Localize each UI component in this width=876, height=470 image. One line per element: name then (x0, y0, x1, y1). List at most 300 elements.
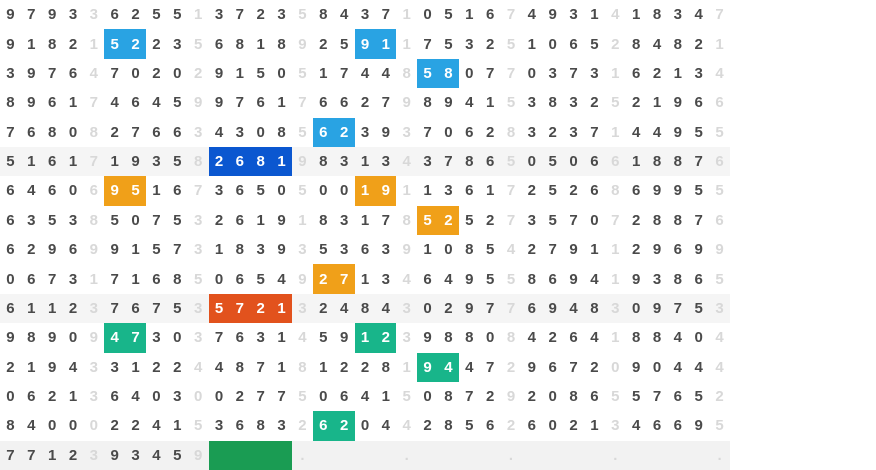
grid-cell[interactable]: 4 (375, 411, 396, 440)
grid-cell[interactable]: 1 (396, 0, 417, 29)
grid-cell[interactable]: 1 (417, 235, 438, 264)
grid-cell[interactable]: 4 (563, 294, 584, 323)
grid-cell[interactable]: 9 (709, 235, 730, 264)
grid-cell[interactable]: 5 (480, 235, 501, 264)
grid-cell[interactable]: 5 (313, 323, 334, 352)
grid-cell[interactable]: 6 (563, 29, 584, 58)
grid-cell[interactable]: 2 (688, 29, 709, 58)
grid-cell[interactable]: 7 (42, 59, 63, 88)
grid-cell[interactable]: 1 (626, 0, 647, 29)
grid-cell[interactable]: 0 (584, 206, 605, 235)
grid-cell[interactable]: 5 (104, 29, 125, 58)
grid-cell[interactable]: 7 (501, 206, 522, 235)
grid-cell[interactable]: 3 (83, 441, 104, 470)
grid-cell[interactable]: 9 (42, 353, 63, 382)
grid-cell[interactable]: 9 (563, 264, 584, 293)
grid-cell[interactable]: 6 (313, 411, 334, 440)
grid-cell[interactable]: 6 (42, 88, 63, 117)
grid-cell[interactable]: 3 (334, 235, 355, 264)
grid-cell[interactable]: 6 (42, 176, 63, 205)
grid-cell[interactable]: 7 (375, 88, 396, 117)
grid-cell[interactable]: 6 (459, 176, 480, 205)
grid-cell[interactable]: 4 (375, 294, 396, 323)
grid-cell[interactable]: 5 (125, 176, 146, 205)
grid-cell[interactable]: 6 (146, 264, 167, 293)
grid-cell[interactable]: 0 (209, 382, 230, 411)
grid-cell[interactable]: 2 (501, 353, 522, 382)
grid-cell[interactable]: 6 (229, 176, 250, 205)
grid-cell[interactable]: 7 (42, 264, 63, 293)
grid-cell[interactable]: 3 (542, 59, 563, 88)
grid-cell[interactable]: 0 (521, 59, 542, 88)
grid-cell[interactable]: 7 (584, 118, 605, 147)
grid-cell[interactable]: 7 (167, 235, 188, 264)
grid-cell[interactable]: 2 (313, 294, 334, 323)
grid-cell[interactable]: 9 (125, 147, 146, 176)
grid-cell[interactable]: 6 (459, 118, 480, 147)
grid-cell[interactable]: 2 (229, 382, 250, 411)
grid-cell[interactable] (459, 441, 480, 470)
grid-cell[interactable]: 9 (0, 323, 21, 352)
grid-cell[interactable]: 8 (292, 353, 313, 382)
grid-cell[interactable]: 3 (355, 0, 376, 29)
grid-cell[interactable]: 5 (626, 382, 647, 411)
grid-cell[interactable]: 1 (396, 176, 417, 205)
grid-cell[interactable]: 6 (667, 382, 688, 411)
grid-cell[interactable]: 3 (396, 323, 417, 352)
grid-cell[interactable]: 4 (667, 323, 688, 352)
grid-cell[interactable]: 4 (647, 118, 668, 147)
grid-cell[interactable]: 1 (584, 0, 605, 29)
grid-cell[interactable]: 6 (563, 323, 584, 352)
grid-cell[interactable]: 2 (355, 88, 376, 117)
grid-cell[interactable]: 3 (521, 88, 542, 117)
grid-cell[interactable]: 9 (688, 235, 709, 264)
grid-cell[interactable]: 3 (438, 176, 459, 205)
grid-cell[interactable]: 2 (125, 411, 146, 440)
grid-cell[interactable]: 7 (563, 59, 584, 88)
grid-cell[interactable]: 6 (334, 382, 355, 411)
grid-cell[interactable]: 1 (605, 118, 626, 147)
grid-cell[interactable]: 3 (375, 235, 396, 264)
grid-cell[interactable]: 7 (501, 294, 522, 323)
grid-cell[interactable]: 2 (438, 294, 459, 323)
grid-cell[interactable]: 7 (688, 147, 709, 176)
grid-cell[interactable]: 1 (313, 353, 334, 382)
grid-cell[interactable]: 1 (229, 59, 250, 88)
grid-cell[interactable]: 6 (63, 235, 84, 264)
grid-cell[interactable]: 8 (667, 264, 688, 293)
grid-cell[interactable]: 1 (83, 29, 104, 58)
grid-cell[interactable]: 0 (125, 59, 146, 88)
grid-cell[interactable]: 2 (104, 411, 125, 440)
grid-cell[interactable]: 5 (167, 206, 188, 235)
grid-cell[interactable]: 7 (146, 206, 167, 235)
grid-cell[interactable]: 9 (292, 264, 313, 293)
grid-cell[interactable]: 2 (626, 235, 647, 264)
grid-cell[interactable]: 6 (229, 264, 250, 293)
grid-cell[interactable]: 5 (584, 29, 605, 58)
grid-cell[interactable]: 9 (396, 88, 417, 117)
grid-cell[interactable]: 3 (188, 323, 209, 352)
grid-cell[interactable]: 1 (271, 294, 292, 323)
grid-cell[interactable]: 7 (459, 382, 480, 411)
grid-cell[interactable]: 4 (521, 0, 542, 29)
grid-cell[interactable]: 8 (188, 147, 209, 176)
grid-cell[interactable]: 8 (438, 323, 459, 352)
grid-cell[interactable]: 8 (626, 323, 647, 352)
grid-cell[interactable]: 2 (188, 59, 209, 88)
grid-cell[interactable]: 3 (167, 29, 188, 58)
grid-cell[interactable]: 4 (104, 88, 125, 117)
grid-cell[interactable]: 6 (21, 264, 42, 293)
grid-cell[interactable]: 8 (542, 88, 563, 117)
grid-cell[interactable]: 2 (521, 176, 542, 205)
grid-cell[interactable]: 3 (521, 206, 542, 235)
grid-cell[interactable]: 9 (355, 29, 376, 58)
grid-cell[interactable]: 9 (271, 235, 292, 264)
grid-cell[interactable]: 2 (563, 176, 584, 205)
grid-cell[interactable]: 3 (125, 441, 146, 470)
grid-cell[interactable]: 4 (63, 353, 84, 382)
grid-cell[interactable]: 1 (125, 264, 146, 293)
grid-cell[interactable]: 5 (709, 118, 730, 147)
grid-cell[interactable]: 3 (605, 294, 626, 323)
grid-cell[interactable]: 7 (104, 294, 125, 323)
grid-cell[interactable]: 4 (688, 353, 709, 382)
grid-cell[interactable]: 0 (271, 59, 292, 88)
grid-cell[interactable]: 7 (438, 147, 459, 176)
grid-cell[interactable]: 6 (605, 147, 626, 176)
grid-cell[interactable]: 7 (334, 59, 355, 88)
grid-cell[interactable]: 5 (459, 206, 480, 235)
grid-cell[interactable]: 1 (21, 294, 42, 323)
grid-cell[interactable]: 8 (355, 294, 376, 323)
grid-cell[interactable]: 9 (188, 441, 209, 470)
grid-cell[interactable]: 2 (355, 353, 376, 382)
grid-cell[interactable]: 3 (146, 323, 167, 352)
grid-cell[interactable]: 6 (63, 59, 84, 88)
grid-cell[interactable]: 1 (667, 59, 688, 88)
grid-cell[interactable]: 5 (104, 206, 125, 235)
grid-cell[interactable]: 7 (188, 176, 209, 205)
grid-cell[interactable]: 7 (375, 206, 396, 235)
grid-cell[interactable]: 5 (542, 206, 563, 235)
grid-cell[interactable]: 4 (21, 176, 42, 205)
grid-cell[interactable]: 1 (605, 235, 626, 264)
grid-cell[interactable]: 0 (438, 235, 459, 264)
grid-cell[interactable]: 9 (21, 88, 42, 117)
grid-cell[interactable]: 4 (688, 0, 709, 29)
grid-cell[interactable] (209, 441, 230, 470)
grid-cell[interactable]: 6 (250, 88, 271, 117)
grid-cell[interactable]: 5 (480, 264, 501, 293)
grid-cell[interactable]: 0 (521, 147, 542, 176)
grid-cell[interactable] (375, 441, 396, 470)
grid-cell[interactable]: 9 (563, 235, 584, 264)
grid-cell[interactable]: 3 (396, 294, 417, 323)
grid-cell[interactable]: 3 (21, 206, 42, 235)
grid-cell[interactable]: 2 (626, 88, 647, 117)
grid-cell[interactable]: 5 (0, 147, 21, 176)
grid-cell[interactable]: 9 (459, 264, 480, 293)
grid-cell[interactable]: 1 (396, 29, 417, 58)
grid-cell[interactable]: 3 (209, 176, 230, 205)
grid-cell[interactable]: 5 (313, 235, 334, 264)
grid-cell[interactable]: 1 (355, 323, 376, 352)
grid-cell[interactable]: 9 (667, 176, 688, 205)
grid-cell[interactable]: 5 (292, 118, 313, 147)
grid-cell[interactable]: 7 (21, 0, 42, 29)
grid-cell[interactable]: 7 (104, 59, 125, 88)
grid-cell[interactable]: 1 (125, 235, 146, 264)
grid-cell[interactable]: 0 (63, 176, 84, 205)
grid-cell[interactable]: 3 (647, 264, 668, 293)
grid-cell[interactable]: 5 (292, 382, 313, 411)
grid-cell[interactable]: 6 (104, 0, 125, 29)
grid-cell[interactable]: 5 (688, 118, 709, 147)
grid-cell[interactable]: 7 (229, 294, 250, 323)
grid-cell[interactable]: 1 (271, 323, 292, 352)
grid-cell[interactable]: 5 (501, 147, 522, 176)
grid-cell[interactable]: 0 (334, 176, 355, 205)
grid-cell[interactable]: 7 (375, 0, 396, 29)
grid-cell[interactable]: 1 (459, 0, 480, 29)
grid-cell[interactable]: 6 (688, 264, 709, 293)
grid-cell[interactable]: 3 (417, 147, 438, 176)
grid-cell[interactable]: 8 (21, 323, 42, 352)
grid-cell[interactable]: 4 (626, 411, 647, 440)
grid-cell[interactable]: 3 (584, 59, 605, 88)
grid-cell[interactable] (334, 441, 355, 470)
grid-cell[interactable]: 1 (42, 294, 63, 323)
grid-cell[interactable]: 5 (501, 29, 522, 58)
grid-cell[interactable]: 9 (375, 118, 396, 147)
grid-cell[interactable]: 2 (334, 353, 355, 382)
grid-cell[interactable]: 6 (209, 29, 230, 58)
grid-cell[interactable]: 3 (605, 411, 626, 440)
grid-cell[interactable]: 9 (292, 29, 313, 58)
grid-cell[interactable]: 6 (229, 323, 250, 352)
grid-cell[interactable]: 4 (334, 0, 355, 29)
grid-cell[interactable]: 2 (501, 411, 522, 440)
grid-cell[interactable]: 8 (229, 353, 250, 382)
grid-cell[interactable] (626, 441, 647, 470)
grid-cell[interactable]: 5 (501, 88, 522, 117)
grid-cell[interactable]: 9 (209, 88, 230, 117)
grid-cell[interactable]: 1 (626, 147, 647, 176)
grid-cell[interactable]: 3 (250, 235, 271, 264)
grid-cell[interactable]: 8 (667, 29, 688, 58)
grid-cell[interactable]: 3 (188, 235, 209, 264)
grid-cell[interactable]: 4 (709, 59, 730, 88)
grid-cell[interactable] (229, 441, 250, 470)
grid-cell[interactable]: 1 (605, 323, 626, 352)
grid-cell[interactable]: 3 (271, 0, 292, 29)
grid-cell[interactable]: 5 (396, 382, 417, 411)
grid-cell[interactable]: 8 (438, 59, 459, 88)
grid-cell[interactable] (417, 441, 438, 470)
grid-cell[interactable]: 3 (188, 206, 209, 235)
grid-cell[interactable]: . (605, 441, 626, 470)
grid-cell[interactable]: 1 (480, 176, 501, 205)
grid-cell[interactable]: 6 (313, 118, 334, 147)
grid-cell[interactable] (563, 441, 584, 470)
grid-cell[interactable]: 0 (542, 382, 563, 411)
grid-cell[interactable]: 2 (334, 411, 355, 440)
grid-cell[interactable]: 8 (83, 206, 104, 235)
grid-cell[interactable]: 9 (42, 323, 63, 352)
grid-cell[interactable]: 9 (417, 323, 438, 352)
grid-cell[interactable]: 0 (647, 353, 668, 382)
grid-cell[interactable]: 9 (21, 59, 42, 88)
grid-cell[interactable] (313, 441, 334, 470)
grid-cell[interactable]: 4 (396, 411, 417, 440)
grid-cell[interactable]: 7 (229, 88, 250, 117)
grid-cell[interactable]: 4 (355, 382, 376, 411)
grid-cell[interactable]: 8 (313, 0, 334, 29)
grid-cell[interactable]: 3 (563, 88, 584, 117)
grid-cell[interactable]: 2 (146, 353, 167, 382)
grid-cell[interactable]: 0 (271, 176, 292, 205)
grid-cell[interactable]: 5 (292, 0, 313, 29)
grid-cell[interactable]: 3 (355, 118, 376, 147)
grid-cell[interactable]: 0 (63, 323, 84, 352)
grid-cell[interactable]: 9 (626, 353, 647, 382)
grid-cell[interactable]: 4 (146, 88, 167, 117)
grid-cell[interactable]: 6 (313, 88, 334, 117)
grid-cell[interactable]: 3 (63, 0, 84, 29)
grid-cell[interactable]: 4 (209, 353, 230, 382)
grid-cell[interactable]: 5 (209, 294, 230, 323)
grid-cell[interactable] (250, 441, 271, 470)
grid-cell[interactable]: 0 (563, 147, 584, 176)
grid-cell[interactable]: 9 (104, 176, 125, 205)
grid-cell[interactable]: 6 (125, 88, 146, 117)
grid-cell[interactable]: 1 (63, 88, 84, 117)
grid-cell[interactable]: 9 (542, 294, 563, 323)
grid-cell[interactable]: 5 (167, 88, 188, 117)
grid-cell[interactable]: 3 (209, 411, 230, 440)
grid-cell[interactable]: 9 (83, 323, 104, 352)
grid-cell[interactable]: 9 (83, 235, 104, 264)
grid-cell[interactable]: 7 (688, 206, 709, 235)
grid-cell[interactable]: 1 (375, 29, 396, 58)
grid-cell[interactable]: 9 (417, 353, 438, 382)
grid-cell[interactable]: 0 (125, 206, 146, 235)
grid-cell[interactable]: 7 (480, 353, 501, 382)
grid-cell[interactable]: 9 (188, 88, 209, 117)
grid-cell[interactable]: 5 (709, 264, 730, 293)
grid-cell[interactable]: 6 (542, 264, 563, 293)
grid-cell[interactable]: 6 (688, 88, 709, 117)
grid-cell[interactable]: 6 (229, 411, 250, 440)
grid-cell[interactable]: 7 (271, 382, 292, 411)
grid-cell[interactable]: 0 (63, 411, 84, 440)
grid-cell[interactable]: 0 (417, 382, 438, 411)
grid-cell[interactable]: 2 (480, 206, 501, 235)
grid-cell[interactable]: 0 (313, 382, 334, 411)
grid-cell[interactable]: 9 (626, 264, 647, 293)
grid-cell[interactable]: 0 (188, 382, 209, 411)
grid-cell[interactable]: 2 (167, 353, 188, 382)
grid-cell[interactable]: 8 (501, 118, 522, 147)
grid-cell[interactable]: 6 (167, 176, 188, 205)
grid-cell[interactable]: 1 (584, 411, 605, 440)
grid-cell[interactable]: 6 (42, 147, 63, 176)
grid-cell[interactable]: 2 (709, 382, 730, 411)
grid-cell[interactable]: 2 (605, 29, 626, 58)
grid-cell[interactable]: 6 (229, 147, 250, 176)
grid-cell[interactable]: 2 (417, 411, 438, 440)
grid-cell[interactable]: 6 (355, 235, 376, 264)
grid-cell[interactable]: 2 (480, 29, 501, 58)
grid-cell[interactable] (271, 441, 292, 470)
grid-cell[interactable]: 6 (334, 88, 355, 117)
grid-cell[interactable]: 4 (355, 59, 376, 88)
grid-cell[interactable]: 4 (709, 323, 730, 352)
grid-cell[interactable]: 6 (709, 88, 730, 117)
grid-cell[interactable]: 8 (667, 147, 688, 176)
grid-cell[interactable]: 2 (563, 411, 584, 440)
grid-cell[interactable]: 2 (334, 118, 355, 147)
grid-cell[interactable] (521, 441, 542, 470)
grid-cell[interactable]: 7 (0, 118, 21, 147)
grid-cell[interactable]: 8 (647, 206, 668, 235)
grid-cell[interactable]: 9 (209, 59, 230, 88)
grid-cell[interactable]: 1 (396, 353, 417, 382)
grid-cell[interactable]: 8 (647, 147, 668, 176)
grid-cell[interactable]: 8 (313, 147, 334, 176)
grid-cell[interactable]: 8 (438, 382, 459, 411)
grid-cell[interactable]: 8 (626, 29, 647, 58)
grid-cell[interactable]: 4 (396, 147, 417, 176)
grid-cell[interactable]: 7 (417, 118, 438, 147)
grid-cell[interactable]: 8 (313, 206, 334, 235)
grid-cell[interactable]: 6 (0, 235, 21, 264)
grid-cell[interactable]: 2 (584, 353, 605, 382)
grid-cell[interactable]: 5 (292, 176, 313, 205)
grid-cell[interactable]: 2 (480, 118, 501, 147)
grid-cell[interactable]: 9 (521, 353, 542, 382)
grid-cell[interactable]: 2 (375, 323, 396, 352)
grid-cell[interactable]: 8 (396, 206, 417, 235)
grid-cell[interactable]: 3 (83, 382, 104, 411)
grid-cell[interactable]: 8 (605, 176, 626, 205)
grid-cell[interactable]: 5 (250, 59, 271, 88)
grid-cell[interactable]: 4 (521, 323, 542, 352)
grid-cell[interactable]: 1 (250, 29, 271, 58)
grid-cell[interactable]: . (709, 441, 730, 470)
grid-cell[interactable]: 5 (501, 264, 522, 293)
grid-cell[interactable]: 4 (209, 118, 230, 147)
grid-cell[interactable]: 3 (334, 147, 355, 176)
grid-cell[interactable]: 6 (0, 176, 21, 205)
grid-cell[interactable]: 9 (104, 441, 125, 470)
grid-cell[interactable]: 5 (438, 0, 459, 29)
grid-cell[interactable]: 9 (396, 235, 417, 264)
grid-cell[interactable]: 6 (709, 147, 730, 176)
grid-cell[interactable]: 3 (63, 206, 84, 235)
grid-cell[interactable]: 6 (104, 382, 125, 411)
grid-cell[interactable]: 9 (104, 235, 125, 264)
grid-cell[interactable]: 2 (63, 441, 84, 470)
grid-cell[interactable]: 7 (417, 29, 438, 58)
grid-cell[interactable]: 9 (42, 235, 63, 264)
grid-cell[interactable]: 2 (146, 29, 167, 58)
grid-cell[interactable]: 6 (626, 176, 647, 205)
grid-cell[interactable]: 6 (146, 118, 167, 147)
